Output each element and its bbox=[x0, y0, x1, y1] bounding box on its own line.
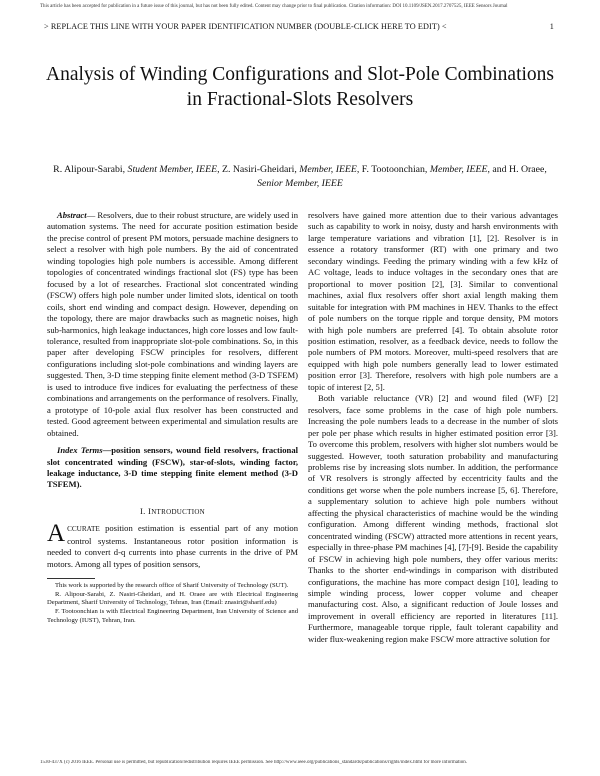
intro-paragraph bbox=[47, 520, 298, 570]
abstract-text: — Resolvers, due to their robust structure, are widely used in automation systems. The need for accurate position estimation beside the precise control of present PM motors, persuade machine designers to select a resolver with high pole numbers. By the aid of concentrated winding topologies high pole numbers is accessible. Among different topologies of concentrated windings fractional slot (FS) type has been focused by a lot of researches. Fractional slot concentrated winding (FSCW) offers high pole number under limited slots, identical on tooth coils, short end winding and compact design. However, depending on the topology, there are major drawbacks such as magnetic noises, high sub-harmonics, high leakage inductances, high core losses and low fault-tolerance, resulted from inappropriate slot-pole combinations. So, in this paper after developing FSCW principles for resolvers, different configurations including slot-pole combinations and winding layers are suggested. Then, 3-D time stepping finite element method (3-D TSFEM) is used to introduce five indices for evaluating the perfectness of these combinations and arrangements on the performance of resolvers. Finally, a prototype of 10-pole axial flux resolver has been constructed and tested. Good agreement between experimental and simulation results are obtained. bbox=[47, 210, 298, 438]
section-heading: I. INTRODUCTION bbox=[139, 505, 206, 516]
author-1: R. Alipour-Sarabi, bbox=[53, 164, 128, 175]
author-2: , Z. Nasiri-Gheidari, bbox=[217, 164, 300, 175]
author-2-role: Member, IEEE bbox=[299, 164, 357, 175]
footnotes bbox=[47, 582, 298, 625]
author-list bbox=[40, 163, 560, 190]
right-paragraph-1: resolvers have gained more attention due to their various advantages such as capability to work in noisy, dusty and harsh environments with large temperature variations and vibration [1], [2]. Resolver is in essence a rotatory transformer (RT) with one primary and two secondary windings. Feeding the primary winding with a few kHz of AC voltage, leads to induce voltages in the secondary ones that are proportional to mover position [2], [3]. Similar to conventional machines, axial flux resolvers offer short axial length making them suitable for integration with PM machines in HEV. Thanks to the effect of pole numbers on the torque ripple and torque density, PM motors with high pole numbers are preferred [4]. To obtain absolute rotor position estimation, resolver, as a feedback device, needs to follow the pole numbers of PM motors. Moreover, multi-speed resolvers that are equipped with high pole numbers generally lead to lower estimated position error [3]. Therefore, resolvers with high pole numbers are a topic of interest [2, 5]. bbox=[308, 210, 558, 392]
header-line: > REPLACE THIS LINE WITH YOUR PAPER IDENTIFICATION NUMBER (DOUBLE-CLICK HERE TO EDIT) < bbox=[44, 22, 447, 31]
drop-cap: A bbox=[47, 520, 66, 548]
top-notice: This article has been accepted for publication in a future issue of this journal, but has not been fully edited. Content may change prior to final publication. Citation information: DOI 10.1109/JSEN.2017.2707525, IEEE Sensors Journal bbox=[40, 4, 508, 9]
footnote-rule bbox=[47, 578, 95, 579]
paper-title: Analysis of Winding Configurations and Slot-Pole Combinations in Fractional-Slots Resolvers bbox=[45, 64, 554, 110]
copyright-footer: 1530-437X (c) 2016 IEEE. Personal use is permitted, but republication/redistribution requires IEEE permission. See http://www.ieee.org/publications_standards/publications/rights/index.html for more information. bbox=[40, 760, 467, 765]
abstract bbox=[47, 210, 298, 439]
left-column bbox=[47, 210, 298, 625]
author-4: , and H. Oraee, bbox=[487, 164, 547, 175]
index-terms-label: Index Terms bbox=[57, 445, 103, 456]
index-terms-text: —position sensors, wound field resolvers, fractional slot concentrated winding (FSCW), star-of-slots, winding factor, leakage inductance, 3-D time stepping finite element method (3-D TSFEM). bbox=[47, 445, 299, 490]
page-number: 1 bbox=[549, 22, 554, 31]
author-1-role: Student Member, IEEE bbox=[127, 164, 218, 175]
right-paragraph-2: Both variable reluctance (VR) [2] and wound filed (WF) [2] resolvers, face some problems in the case of high pole numbers. Increasing the pole numbers leads to a decrease in the number of slots per pole per phase which results in higher estimated position error [3]. To overcome this problem, resolvers with higher slot numbers would be suggested. However, tooth saturation probability and manufacturing problems rise by increasing slots number. In addition, the performance of VR resolvers is strongly affected by eccentricity faults and the conditions get worse when the pole numbers increase [5, 6]. Therefore, a supplementary solution to achieve high pole numbers without affecting the physical characteristics of machine would be the winding configuration. Among different winding methods, fractional slot concentrated winding (FSCW) attracted more attentions in recent years, especially in three-phase PM machines [4], [7]-[9]. Beside the capability of FSCW in achieving high pole numbers, they offer various merits: Thanks to the shorter end-windings in comparison with distributed configurations, the machine has more compact design [10], leading to simple winding process, lower copper volume and cheaper manufacturing cost. Also, a significant reduction of Joule losses and improvement in overall efficiency are reported in literatures [11]. Furthermore, manageable torque ripple, fault tolerant capability and wider flux-weakening region make FSCW more attractive solution for bbox=[308, 393, 558, 644]
running-header bbox=[44, 22, 554, 31]
index-terms bbox=[47, 445, 298, 491]
footnote-3: F. Tootoonchian is with Electrical Engineering Department, Iran University of Science and Technology (IUST), Tehran, Iran. bbox=[47, 607, 298, 624]
footnote-1: This work is supported by the research office of Sharif University of Technology (SUT). bbox=[55, 582, 289, 590]
abstract-label: Abstract bbox=[57, 210, 87, 220]
author-3-role: Member, IEEE bbox=[429, 164, 488, 175]
intro-text: position estimation is essential part of any motion control systems. Instantaneous rotor position information is needed to convert d-q currents into phase currents in the drive of PM motors. Among all types of position sensors, bbox=[47, 523, 298, 569]
author-3: , F. Tootoonchian, bbox=[356, 164, 430, 175]
author-4-role: Senior Member, IEEE bbox=[257, 177, 343, 189]
footnote-2: R. Alipour-Sarabi, Z. Nasiri-Gheidari, and H. Oraee are with Electrical Engineering Department, Sharif University of Technology, Tehran, Iran (Email: znasiri@sharif.edu) bbox=[47, 590, 298, 607]
intro-first-word: CCURATE bbox=[67, 525, 100, 534]
right-column bbox=[308, 210, 558, 645]
